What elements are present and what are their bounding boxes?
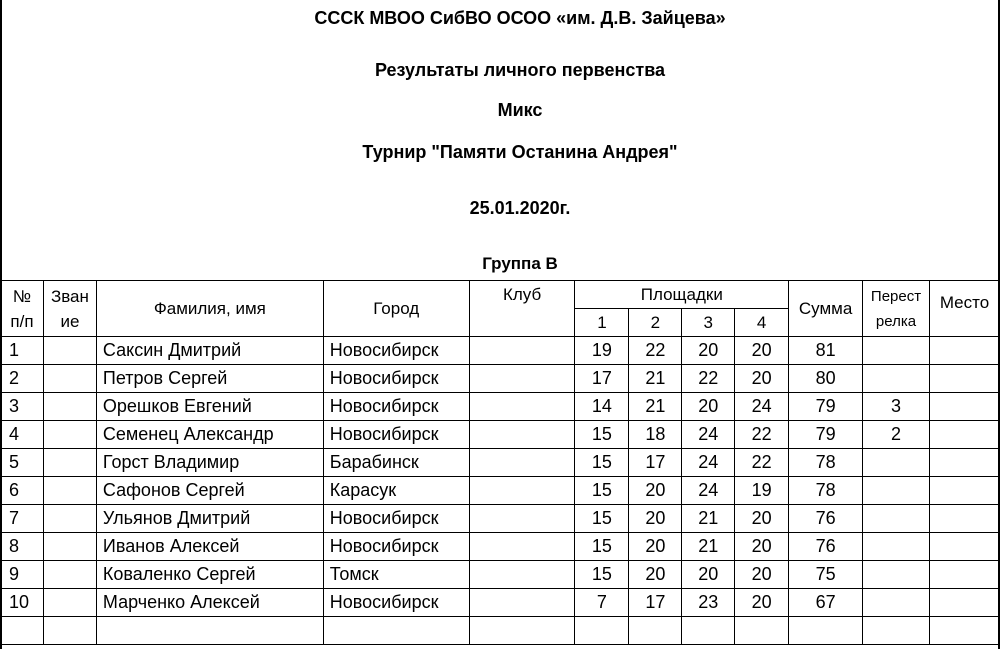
cell-rank — [43, 533, 96, 561]
col-header-courts: Площадки — [575, 281, 789, 309]
cell-rank — [43, 589, 96, 617]
cell-name: Сафонов Сергей — [96, 477, 323, 505]
cell-name: Горст Владимир — [96, 449, 323, 477]
col-header-place: Место — [930, 281, 1000, 337]
cell-city: Томск — [323, 561, 469, 589]
cell-club — [469, 533, 575, 561]
cell-court-1 — [575, 617, 629, 645]
cell-name: Орешков Евгений — [96, 393, 323, 421]
cell-court-4: 22 — [735, 421, 789, 449]
cell-court-4 — [735, 617, 789, 645]
cell-city — [323, 617, 469, 645]
cell-court-1: 15 — [575, 561, 629, 589]
cell-court-2: 18 — [629, 421, 682, 449]
table-row — [1, 533, 1000, 561]
cell-city: Новосибирск — [323, 393, 469, 421]
cell-court-1: 17 — [575, 365, 629, 393]
cell-playoff — [863, 561, 930, 589]
cell-rank — [43, 337, 96, 365]
col-header-number: № п/п — [1, 281, 44, 337]
cell-place — [930, 589, 1000, 617]
cell-playoff — [863, 617, 930, 645]
table-row — [1, 421, 1000, 449]
cell-rank — [43, 449, 96, 477]
cell-name: Ульянов Дмитрий — [96, 505, 323, 533]
cell-court-4: 19 — [735, 477, 789, 505]
cell-city: Новосибирск — [323, 589, 469, 617]
col-header-rank: Зван ие — [43, 281, 96, 337]
cell-playoff — [863, 477, 930, 505]
cell-number: 5 — [1, 449, 44, 477]
category-heading: Микс — [497, 100, 543, 120]
cell-court-2: 20 — [629, 533, 682, 561]
cell-court-3: 21 — [682, 505, 735, 533]
cell-court-4: 20 — [735, 589, 789, 617]
cell-court-1: 14 — [575, 393, 629, 421]
col-header-court-2: 2 — [629, 309, 682, 337]
cell-city: Новосибирск — [323, 337, 469, 365]
cell-city: Новосибирск — [323, 533, 469, 561]
cell-court-4: 24 — [735, 393, 789, 421]
table-row — [1, 617, 1000, 645]
cell-place — [930, 505, 1000, 533]
cell-club — [469, 477, 575, 505]
cell-club — [469, 449, 575, 477]
cell-club — [469, 393, 575, 421]
cell-court-3 — [682, 617, 735, 645]
date-heading: 25.01.2020г. — [469, 198, 571, 218]
group-heading: Группа В — [482, 254, 558, 273]
cell-court-2: 20 — [629, 561, 682, 589]
cell-court-4: 20 — [735, 365, 789, 393]
cell-playoff — [863, 365, 930, 393]
cell-court-2: 21 — [629, 365, 682, 393]
table-row — [1, 449, 1000, 477]
cell-sum: 78 — [789, 477, 863, 505]
cell-court-3: 24 — [682, 449, 735, 477]
cell-court-4: 20 — [735, 561, 789, 589]
cell-rank — [43, 617, 96, 645]
cell-club — [469, 561, 575, 589]
col-header-city: Город — [323, 281, 469, 337]
cell-playoff — [863, 589, 930, 617]
cell-club — [469, 617, 575, 645]
cell-sum: 76 — [789, 505, 863, 533]
cell-court-1: 15 — [575, 505, 629, 533]
col-header-name: Фамилия, имя — [96, 281, 323, 337]
cell-court-3: 24 — [682, 421, 735, 449]
col-header-sum: Сумма — [789, 281, 863, 337]
cell-number: 10 — [1, 589, 44, 617]
cell-city: Карасук — [323, 477, 469, 505]
cell-court-3: 24 — [682, 477, 735, 505]
cell-court-4: 20 — [735, 533, 789, 561]
cell-number: 6 — [1, 477, 44, 505]
cell-court-4: 20 — [735, 505, 789, 533]
cell-court-2: 17 — [629, 449, 682, 477]
cell-sum: 76 — [789, 533, 863, 561]
cell-place — [930, 337, 1000, 365]
cell-court-1: 15 — [575, 477, 629, 505]
cell-number: 1 — [1, 337, 44, 365]
cell-number: 8 — [1, 533, 44, 561]
tournament-heading: Турнир "Памяти Останина Андрея" — [362, 142, 678, 162]
cell-number: 9 — [1, 561, 44, 589]
cell-sum — [789, 617, 863, 645]
cell-court-3: 20 — [682, 337, 735, 365]
cell-place — [930, 477, 1000, 505]
cell-court-1: 15 — [575, 421, 629, 449]
cell-club — [469, 365, 575, 393]
cell-court-4: 22 — [735, 449, 789, 477]
cell-court-3: 22 — [682, 365, 735, 393]
cell-rank — [43, 393, 96, 421]
table-row — [1, 589, 1000, 617]
cell-place — [930, 617, 1000, 645]
table-row — [1, 393, 1000, 421]
results-table — [0, 280, 1000, 645]
cell-name: Семенец Александр — [96, 421, 323, 449]
cell-number: 3 — [1, 393, 44, 421]
cell-playoff — [863, 337, 930, 365]
cell-club — [469, 589, 575, 617]
cell-sum: 78 — [789, 449, 863, 477]
cell-city: Новосибирск — [323, 421, 469, 449]
page-title: Результаты личного первенства — [374, 60, 666, 80]
results-body — [1, 337, 1000, 645]
cell-name: Петров Сергей — [96, 365, 323, 393]
cell-city: Барабинск — [323, 449, 469, 477]
cell-court-3: 20 — [682, 393, 735, 421]
table-row — [1, 561, 1000, 589]
cell-court-1: 19 — [575, 337, 629, 365]
col-header-playoff: Перест релка — [863, 281, 930, 337]
cell-sum: 75 — [789, 561, 863, 589]
cell-place — [930, 449, 1000, 477]
cell-rank — [43, 365, 96, 393]
cell-number: 4 — [1, 421, 44, 449]
cell-rank — [43, 421, 96, 449]
cell-court-3: 20 — [682, 561, 735, 589]
cell-court-1: 7 — [575, 589, 629, 617]
cell-sum: 79 — [789, 421, 863, 449]
col-header-club: Клуб — [469, 281, 575, 337]
cell-court-3: 23 — [682, 589, 735, 617]
cell-place — [930, 365, 1000, 393]
cell-rank — [43, 477, 96, 505]
cell-club — [469, 505, 575, 533]
cell-club — [469, 337, 575, 365]
cell-name — [96, 617, 323, 645]
cell-club — [469, 421, 575, 449]
cell-name: Саксин Дмитрий — [96, 337, 323, 365]
cell-playoff: 3 — [863, 393, 930, 421]
cell-number — [1, 617, 44, 645]
cell-city: Новосибирск — [323, 365, 469, 393]
cell-court-3: 21 — [682, 533, 735, 561]
cell-court-1: 15 — [575, 533, 629, 561]
table-row — [1, 505, 1000, 533]
cell-place — [930, 393, 1000, 421]
cell-place — [930, 421, 1000, 449]
cell-rank — [43, 505, 96, 533]
cell-number: 2 — [1, 365, 44, 393]
cell-sum: 79 — [789, 393, 863, 421]
table-row — [1, 477, 1000, 505]
cell-rank — [43, 561, 96, 589]
cell-court-2: 21 — [629, 393, 682, 421]
cell-number: 7 — [1, 505, 44, 533]
col-header-court-3: 3 — [682, 309, 735, 337]
cell-place — [930, 533, 1000, 561]
cell-court-2 — [629, 617, 682, 645]
cell-court-2: 17 — [629, 589, 682, 617]
cell-playoff — [863, 449, 930, 477]
cell-name: Коваленко Сергей — [96, 561, 323, 589]
cell-playoff — [863, 533, 930, 561]
table-row — [1, 337, 1000, 365]
cell-court-2: 20 — [629, 505, 682, 533]
cell-court-1: 15 — [575, 449, 629, 477]
col-header-court-1: 1 — [575, 309, 629, 337]
cell-playoff — [863, 505, 930, 533]
cell-playoff: 2 — [863, 421, 930, 449]
table-row — [1, 365, 1000, 393]
cell-sum: 80 — [789, 365, 863, 393]
cell-court-4: 20 — [735, 337, 789, 365]
cell-sum: 81 — [789, 337, 863, 365]
cell-court-2: 22 — [629, 337, 682, 365]
organization-heading: СССК МВОО СибВО ОСОО «им. Д.В. Зайцева» — [314, 8, 726, 28]
cell-name: Иванов Алексей — [96, 533, 323, 561]
col-header-court-4: 4 — [735, 309, 789, 337]
cell-city: Новосибирск — [323, 505, 469, 533]
cell-sum: 67 — [789, 589, 863, 617]
cell-name: Марченко Алексей — [96, 589, 323, 617]
cell-place — [930, 561, 1000, 589]
cell-court-2: 20 — [629, 477, 682, 505]
